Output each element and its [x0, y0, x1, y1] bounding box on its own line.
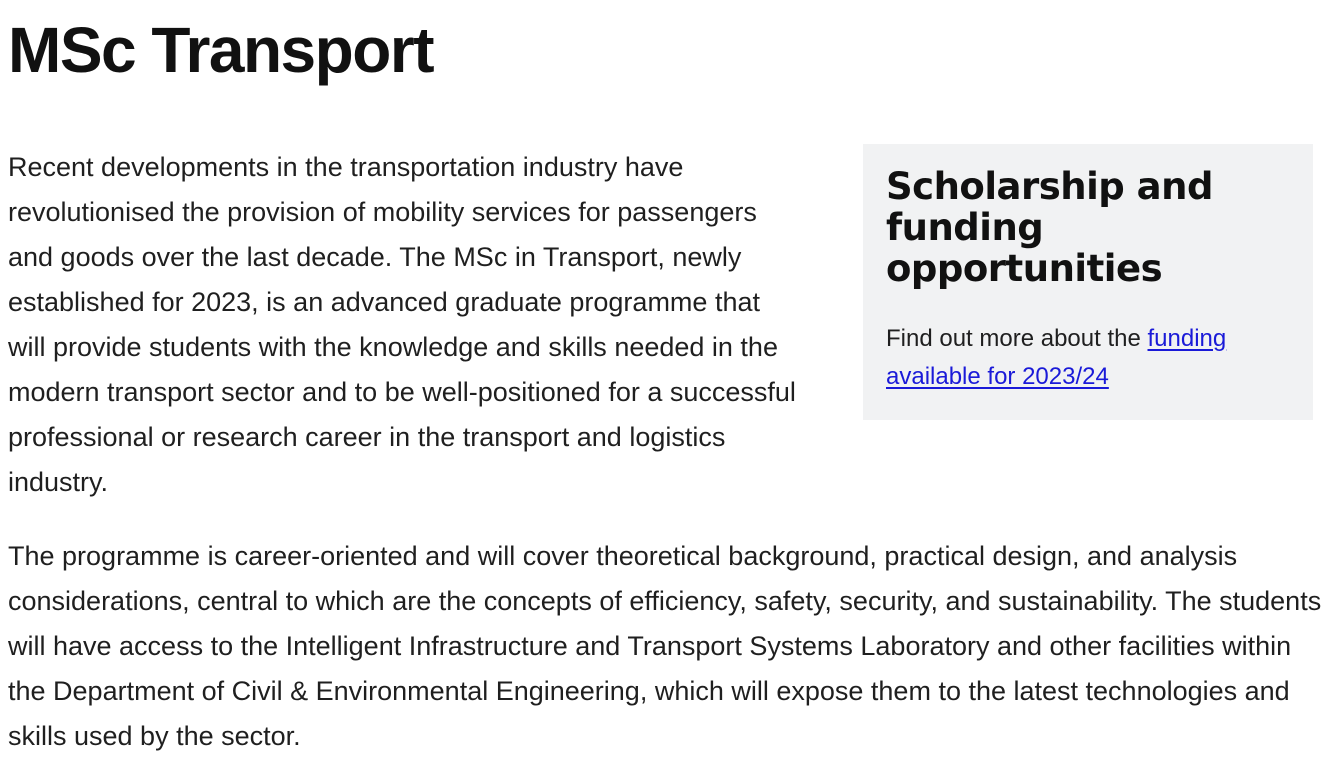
scholarship-panel	[863, 144, 1313, 420]
programme-description-paragraph: The programme is career-oriented and will cover theoretical background, practical design, and analysis considerations, central to which are the concepts of efficiency, safety, security, and sustainability. The students will have access to the Intelligent Infrastructure and Transport Systems Laboratory and other facilities within the Department of Civil & Environmental Engineering, which will expose them to the latest technologies and skills used by the sector.	[8, 541, 1322, 751]
scholarship-panel-text	[886, 320, 1291, 396]
funding-link[interactable]: funding available for 2023/24	[886, 325, 1227, 390]
page-title: MSc Transport	[8, 14, 434, 86]
scholarship-panel-text-prefix: Find out more about the	[886, 325, 1148, 352]
scholarship-panel-title: Scholarship and funding opportunities	[886, 165, 1213, 290]
intro-paragraph: Recent developments in the transportation industry have revolutionised the provision of mobility services for passengers and goods over the last decade. The MSc in Transport, newly established for 2023, is an advanced graduate programme that will provide students with the knowledge and skills needed in the modern transport sector and to be well-positioned for a successful professional or research career in the transport and logistics industry.	[8, 152, 796, 497]
